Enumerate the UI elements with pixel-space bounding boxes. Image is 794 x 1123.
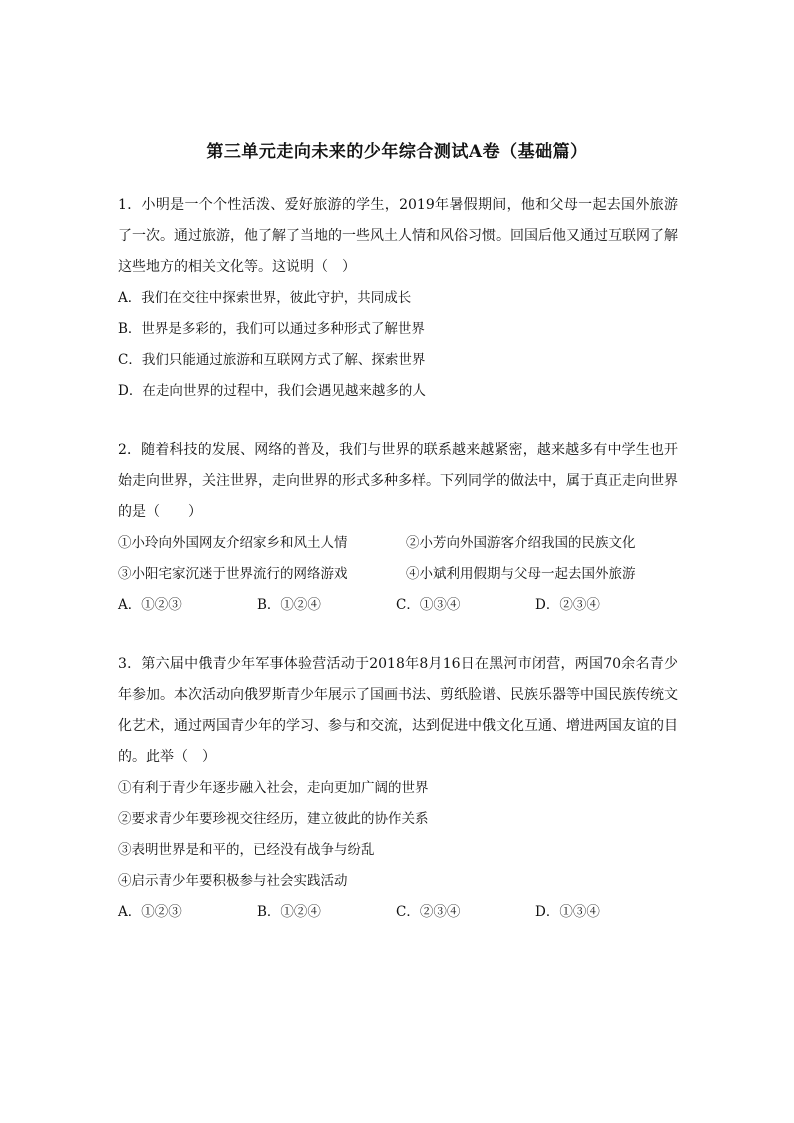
- question-3-options: [118, 897, 678, 928]
- question-2-items-row-2: [118, 559, 678, 590]
- question-2-item-2: ②小芳向外国游客介绍我国的民族文化: [406, 535, 636, 551]
- question-list: [118, 190, 678, 928]
- question-3-item-2: ②要求青少年要珍视交往经历，建立彼此的协作关系: [118, 811, 429, 827]
- question-2-stem: 2．随着科技的发展、网络的普及，我们与世界的联系越来越紧密，越来越多有中学生也开始走向世界，关注世界，走向世界的形式多种多样。下列同学的做法中，属于真正走向世界的是（ ）: [118, 442, 678, 520]
- question-2-option-c: C．①③④: [396, 597, 461, 613]
- question-1-option-b: B．世界是多彩的，我们可以通过多种形式了解世界: [118, 321, 425, 337]
- question-3-option-c: C．②③④: [396, 904, 461, 920]
- question-2-options: [118, 590, 678, 621]
- question-2-item-3: ③小阳宅家沉迷于世界流行的网络游戏: [118, 566, 348, 582]
- question-2-option-d: D．②③④: [535, 597, 600, 613]
- question-3: [118, 649, 678, 928]
- question-1: [118, 190, 678, 407]
- question-3-option-a: A．①②③: [118, 904, 182, 920]
- question-spacer: [118, 407, 678, 435]
- question-3-item-3: ③表明世界是和平的，已经没有战争与纷乱: [118, 842, 375, 858]
- question-1-stem: 1．小明是一个个性活泼、爱好旅游的学生，2019年暑假期间，他和父母一起去国外旅游了一次。通过旅游，他了解了当地的一些风土人情和风俗习惯。回国后他又通过互联网了解这些地方的相关文化等。这说明（ ）: [118, 197, 678, 275]
- question-3-stem: 3．第六届中俄青少年军事体验营活动于2018年8月16日在黑河市闭营，两国70余名青少年参加。本次活动向俄罗斯青少年展示了国画书法、剪纸脸谱、民族乐器等中国民族传统文化艺术，通过两国青少年的学习、参与和交流，达到促进中俄文化互通、增进两国友谊的目的。此举（ ）: [118, 656, 678, 765]
- question-3-item-4: ④启示青少年要积极参与社会实践活动: [118, 873, 348, 889]
- question-1-option-a: A．我们在交往中探索世界，彼此守护，共同成长: [118, 290, 412, 306]
- question-2-option-a: A．①②③: [118, 597, 182, 613]
- question-3-item-1: ①有利于青少年逐步融入社会，走向更加广阔的世界: [118, 780, 429, 796]
- question-2-items-row-1: [118, 528, 678, 559]
- page-title: 第三单元走向未来的少年综合测试A卷（基础篇）: [206, 142, 588, 162]
- question-3-option-d: D．①③④: [535, 904, 600, 920]
- question-2: [118, 435, 678, 621]
- question-1-option-d: D．在走向世界的过程中，我们会遇见越来越多的人: [118, 383, 426, 399]
- question-1-option-c: C．我们只能通过旅游和互联网方式了解、探索世界: [118, 352, 426, 368]
- question-2-item-4: ④小斌利用假期与父母一起去国外旅游: [406, 566, 636, 582]
- question-2-option-b: B．①②④: [257, 597, 321, 613]
- question-spacer: [118, 621, 678, 649]
- question-3-option-b: B．①②④: [257, 904, 321, 920]
- question-2-item-1: ①小玲向外国网友介绍家乡和风土人情: [118, 535, 348, 551]
